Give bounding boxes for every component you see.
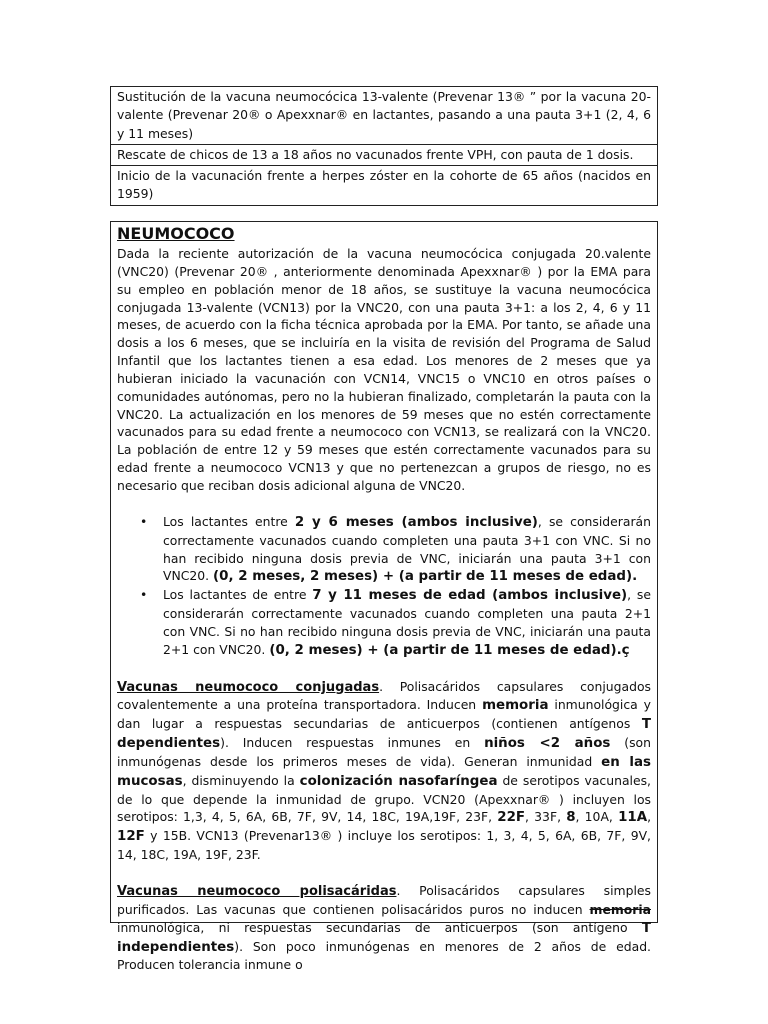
table-cell-pneumococcal-change: Sustitución de la vacuna neumocócica 13-valente (Prevenar 13® ” por la vacuna 20-valente (Prevenar 20® o Apexxnar® en lactantes, pasando a una pauta 3+1 (2, 4, 6 y 11 meses) xyxy=(111,87,658,145)
bullet-icon: • xyxy=(140,513,148,529)
schedule-bold: (0, 2 meses, 2 meses) + (a partir de 11 meses de edad). xyxy=(213,569,638,585)
table-row xyxy=(111,144,658,165)
schedule-list xyxy=(117,513,651,660)
list-item: • Los lactantes entre 2 y 6 meses (ambos inclusive), se considerarán correctamente vacunados cuando completen una pauta 3+1 con VNC. Si no han recibido ninguna dosis previa de VNC, iniciarán una pauta 3+1 con VNC20. (0, 2 meses, 2 meses) + (a partir de 11 meses de edad). xyxy=(140,513,651,585)
polysaccharide-heading: Vacunas neumococo polisacáridas xyxy=(117,884,397,899)
changes-table xyxy=(110,86,658,206)
age-range-bold: 2 y 6 meses (ambos inclusive) xyxy=(294,514,538,530)
spacer xyxy=(117,495,651,513)
spacer xyxy=(117,864,651,882)
bullet-icon: • xyxy=(140,587,148,603)
section-title: NEUMOCOCO xyxy=(117,224,235,243)
list-item: • Los lactantes de entre 7 y 11 meses de edad (ambos inclusive), se considerarán correctamente vacunados cuando completen una pauta 2+1 con VNC. Si no han recibido ninguna dosis previa de VNC, iniciarán una pauta 2+1 con VNC20. (0, 2 meses) + (a partir de 11 meses de edad).ç xyxy=(140,587,651,658)
conjugate-vaccines-paragraph: Vacunas neumococo conjugadas. Polisacáridos capsulares conjugados covalentemente a una proteína transportadora. Inducen memoria inmunológica y dan lugar a respuestas secundarias de anticuerpos (contienen antígenos T dependientes). Inducen respuestas inmunes en niños <2 años (son inmunógenas desde los primeros meses de vida). Generan inmunidad en las mucosas, disminuyendo la colonización nasofaríngea de serotipos vacunales, de lo que depende la inmunidad de grupo. VCN20 (Apexxnar® ) incluyen los serotipos: 1,3, 4, 5, 6A, 6B, 7F, 9V, 14, 18C, 19A,19F, 23F, 22F, 33F, 8, 10A, 11A, 12F y 15B. VCN13 (Prevenar13® ) incluye los serotipos: 1, 3, 4, 5, 6A, 6B, 7F, 9V, 14, 18C, 19A, 19F, 23F. xyxy=(117,678,652,863)
table-row xyxy=(111,87,658,145)
schedule-bold: (0, 2 meses) + (a partir de 11 meses de edad).ç xyxy=(269,642,630,658)
neumococo-section xyxy=(110,221,658,973)
polysaccharide-vaccines-paragraph: Vacunas neumococo polisacáridas. Polisacáridos capsulares simples purificados. Las vacunas que contienen polisacáridos puros no inducen memoria inmunológica, ni respuestas secundarias de anticuerpos (son antígeno T independientes). Son poco inmunógenas en menores de 2 años de edad. Producen tolerancia inmune o xyxy=(117,883,651,973)
intro-paragraph: Dada la reciente autorización de la vacuna neumocócica conjugada 20.valente (VNC20) (Prevenar 20® , anteriormente denominada Apexxnar® ) por la EMA para su empleo en población menor de 18 años, se sustituye la vacuna neumocócica conjugada 13-valente (VCN13) por la VNC20, con una pauta 3+1: a los 2, 4, 6 y 11 meses, de acuerdo con la ficha técnica aprobada por la EMA. Por tanto, se añade una dosis a los 6 meses, que se incluiría en la visita de revisión del Programa de Salud Infantil que los lactantes tienen a esa edad. Los menores de 2 meses que ya hubieran iniciado la vacunación con VCN14, VNC15 o VNC10 en otros países o comunidades autónomas, pero no la hubieran finalizado, completarán la pauta con la VNC20. La actualización en los menores de 59 meses que no estén correctamente vacunados para su edad frente a neumococo con VCN13, se realizará con la VNC20. La población de entre 12 y 59 meses que estén correctamente vacunados para su edad frente a neumococo VCN13 y que no pertenezcan a grupos de riesgo, no es necesario que reciban dosis adicional alguna de VNC20. xyxy=(117,246,651,493)
table-row xyxy=(111,166,658,206)
table-cell-herpes-zoster: Inicio de la vacunación frente a herpes zóster en la cohorte de 65 años (nacidos en 1959) xyxy=(111,166,658,206)
table-cell-hpv-rescue: Rescate de chicos de 13 a 18 años no vacunados frente VPH, con pauta de 1 dosis. xyxy=(111,144,658,165)
spacer xyxy=(117,660,651,678)
age-range-bold: 7 y 11 meses de edad (ambos inclusive) xyxy=(312,588,628,604)
struck-word: memoria xyxy=(589,901,651,917)
conjugate-heading: Vacunas neumococo conjugadas xyxy=(117,679,380,695)
